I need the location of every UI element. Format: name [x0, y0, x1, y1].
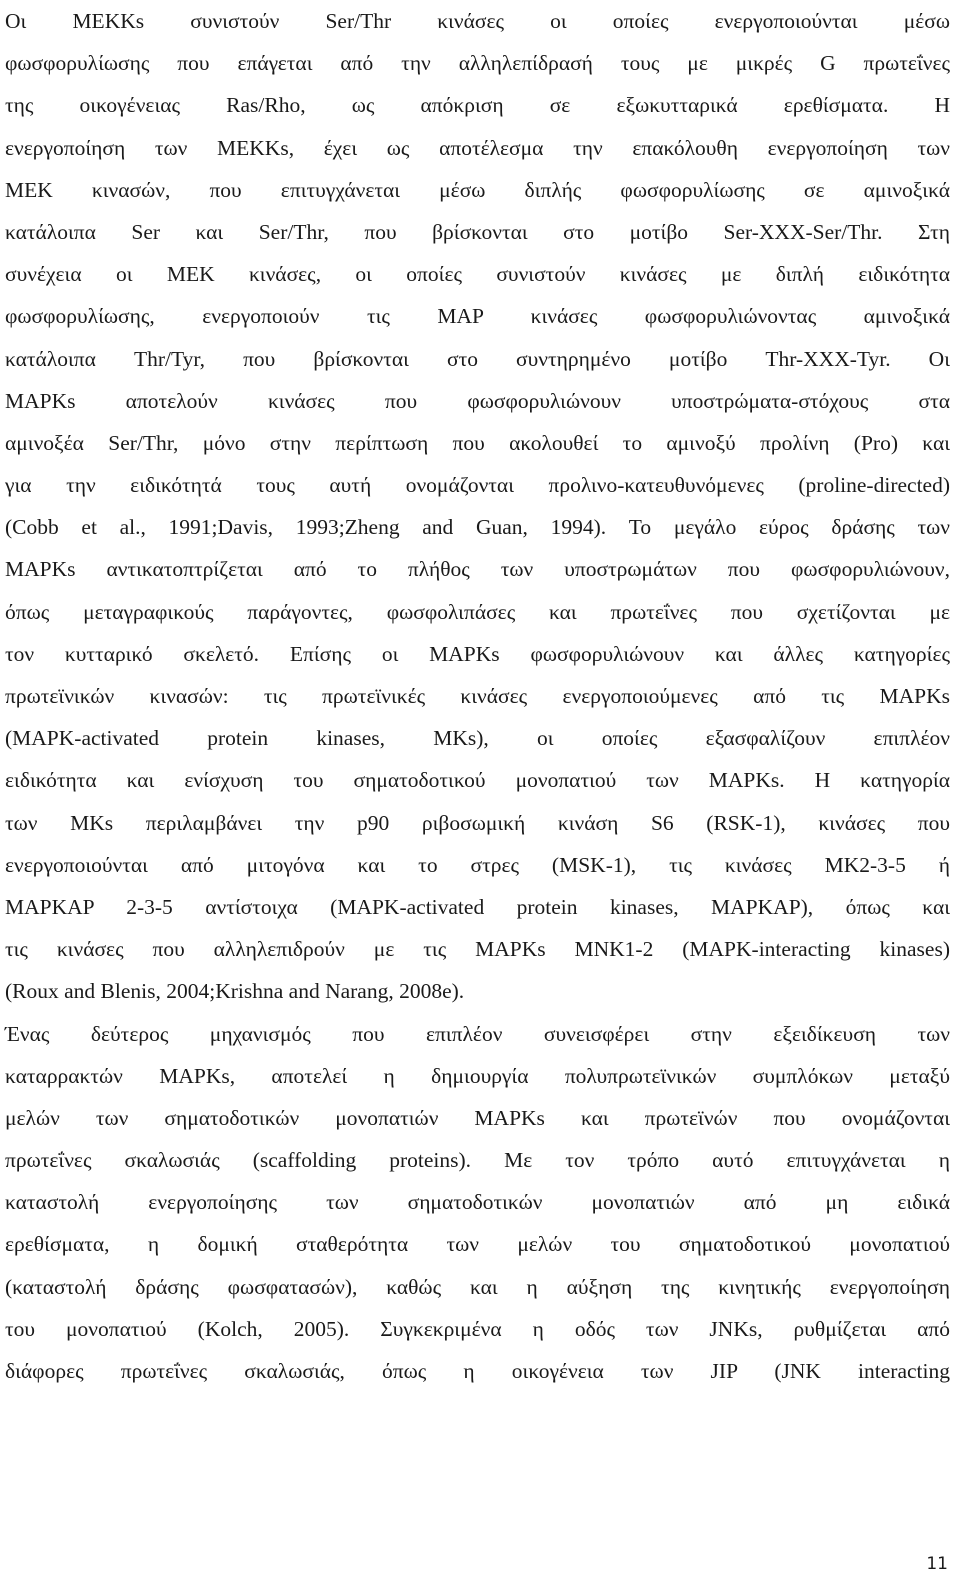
- body-text: [5, 0, 950, 1392]
- text-line: φωσφορυλίωσης, ενεργοποιούν τις MAP κινάσες φωσφορυλιώνοντας αμινοξικά: [5, 304, 950, 329]
- text-line: για την ειδικότητά τους αυτή ονομάζονται προλινο-κατευθυνόμενες (proline-directed): [5, 473, 950, 498]
- text-line: του μονοπατιού (Kolch, 2005). Συγκεκριμένα η οδός των JNKs, ρυθμίζεται από: [5, 1316, 950, 1341]
- text-line: MAPKAP 2-3-5 αντίστοιχα (MAPK-activated protein kinases, MAPKAP), όπως και: [5, 894, 950, 919]
- text-line: καταρρακτών MAPKs, αποτελεί η δημιουργία πολυπρωτεϊνικών συμπλόκων μεταξύ: [5, 1063, 950, 1088]
- text-line: (MAPK-activated protein kinases, MKs), οι οποίες εξασφαλίζουν επιπλέον: [5, 726, 950, 751]
- text-line: (Roux and Blenis, 2004;Krishna and Narang, 2008e).: [5, 979, 465, 1004]
- text-line: MEK κινασών, που επιτυγχάνεται μέσω διπλής φωσφορυλίωσης σε αμινοξικά: [5, 177, 950, 202]
- text-line: Ένας δεύτερος μηχανισμός που επιπλέον συνεισφέρει στην εξειδίκευση των: [5, 1021, 950, 1046]
- text-line: μελών των σηματοδοτικών μονοπατιών MAPKs και πρωτεϊνών που ονομάζονται: [5, 1105, 950, 1130]
- text-line: φωσφορυλίωσης που επάγεται από την αλληλεπίδρασή τους με μικρές G πρωτεΐνες: [5, 51, 950, 76]
- text-line: MAPKs αντικατοπτρίζεται από το πλήθος των υποστρωμάτων που φωσφορυλιώνουν,: [5, 557, 950, 582]
- page-number: 11: [926, 1554, 948, 1574]
- text-line: ερεθίσματα, η δομική σταθερότητα των μελών του σηματοδοτικού μονοπατιού: [5, 1232, 950, 1257]
- text-line: πρωτεϊνικών κινασών: τις πρωτεϊνικές κινάσες ενεργοποιούμενες από τις MAPKs: [5, 684, 950, 708]
- text-line: πρωτεΐνες σκαλωσιάς (scaffolding proteins). Με τον τρόπο αυτό επιτυγχάνεται η: [5, 1148, 950, 1173]
- text-line: συνέχεια οι MEK κινάσες, οι οποίες συνιστούν κινάσες με διπλή ειδικότητα: [5, 262, 950, 287]
- text-line: ενεργοποίηση των MEKKs, έχει ως αποτέλεσμα την επακόλουθη ενεργοποίηση των: [5, 135, 950, 160]
- text-line: τον κυτταρικό σκελετό. Επίσης οι MAPKs φωσφορυλιώνουν και άλλες κατηγορίες: [5, 641, 950, 666]
- text-line: ειδικότητα και ενίσχυση του σηματοδοτικού μονοπατιού των MAPKs. Η κατηγορία: [5, 768, 950, 793]
- text-line: Οι MEKKs συνιστούν Ser/Thr κινάσες οι οποίες ενεργοποιούνται μέσω: [5, 9, 950, 33]
- text-line: αμινοξέα Ser/Thr, μόνο στην περίπτωση που ακολουθεί το αμινοξύ προλίνη (Pro) και: [5, 430, 950, 455]
- text-line: όπως μεταγραφικούς παράγοντες, φωσφολιπάσες και πρωτεΐνες που σχετίζονται με: [5, 599, 950, 624]
- text-line: ενεργοποιούνται από μιτογόνα και το στρες (MSK-1), τις κινάσες MK2-3-5 ή: [5, 852, 950, 877]
- text-line: καταστολή ενεργοποίησης των σηματοδοτικών μονοπατιών από μη ειδικά: [5, 1190, 950, 1215]
- text-line: κατάλοιπα Thr/Tyr, που βρίσκονται στο συντηρημένο μοτίβο Thr-XXX-Tyr. Οι: [5, 346, 950, 371]
- text-line: MAPKs αποτελούν κινάσες που φωσφορυλιώνουν υποστρώματα-στόχους στα: [5, 388, 950, 413]
- text-line: των MKs περιλαμβάνει την p90 ριβοσωμική κινάση S6 (RSK-1), κινάσες που: [5, 810, 950, 835]
- text-line: (Cobb et al., 1991;Davis, 1993;Zheng and Guan, 1994). Το μεγάλο εύρος δράσης των: [5, 515, 950, 540]
- text-line: διάφορες πρωτεΐνες σκαλωσιάς, όπως η οικογένεια των JIP (JNK interacting: [5, 1359, 950, 1383]
- text-line: κατάλοιπα Ser και Ser/Thr, που βρίσκονται στο μοτίβο Ser-XXX-Ser/Thr. Στη: [5, 219, 950, 244]
- text-line: τις κινάσες που αλληλεπιδρούν με τις MAPKs MNK1-2 (MAPK-interacting kinases): [5, 937, 950, 962]
- text-line: της οικογένειας Ras/Rho, ως απόκριση σε εξωκυτταρικά ερεθίσματα. Η: [5, 93, 950, 118]
- text-line: (καταστολή δράσης φωσφατασών), καθώς και η αύξηση της κινητικής ενεργοποίηση: [5, 1274, 950, 1299]
